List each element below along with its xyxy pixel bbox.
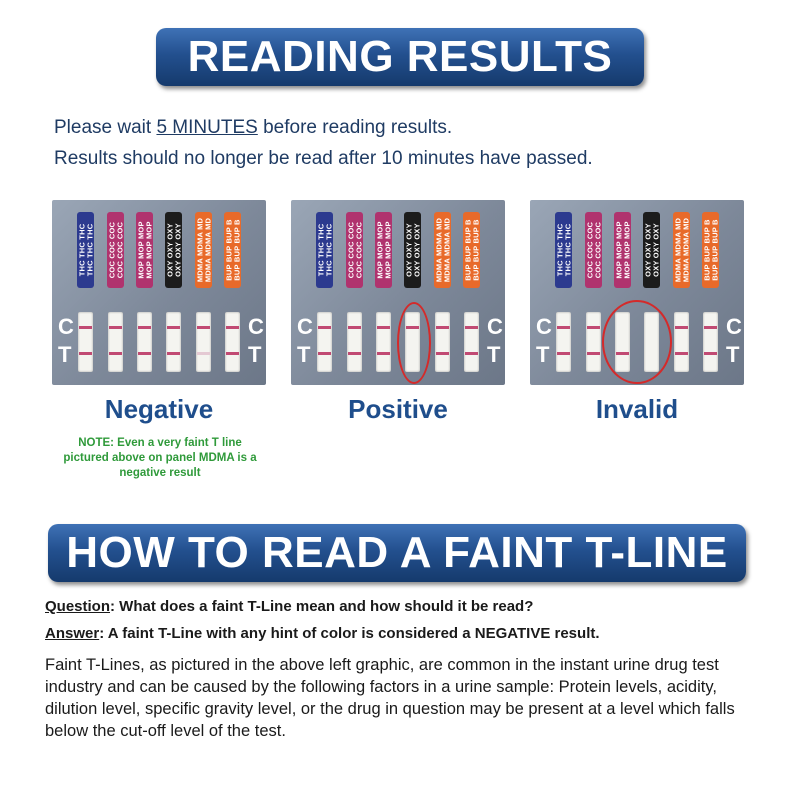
drug-label-strip (165, 212, 182, 288)
drug-label-strip (702, 212, 719, 288)
drug-label-text: BUP BUP BUP B (702, 219, 711, 281)
drug-label-text: OXY OXY OXY (412, 223, 421, 277)
drug-label-strip (404, 212, 421, 288)
control-line (109, 326, 122, 329)
drug-label-text: MDMA MDMA MD (442, 217, 451, 283)
result-label-invalid: Invalid (595, 394, 679, 424)
test-line (675, 352, 688, 355)
drug-label-strip (463, 212, 480, 288)
control-line (79, 326, 92, 329)
test-panel-positive (291, 200, 505, 385)
answer-key: Answer (45, 625, 100, 642)
control-line (318, 326, 331, 329)
result-window (674, 312, 689, 372)
test-line (436, 352, 449, 355)
drug-label-strip (136, 212, 153, 288)
test-line (318, 352, 331, 355)
drug-label-text: OXY OXY OXY (643, 223, 652, 277)
control-line (226, 326, 239, 329)
drug-label-strip (585, 212, 602, 288)
drug-label-text: OXY OXY OXY (651, 223, 660, 277)
test-panel-invalid (530, 200, 744, 385)
result-window (586, 312, 601, 372)
drug-label-strip (555, 212, 572, 288)
drug-label-strip (77, 212, 94, 288)
drug-label-text: THC THC THC (316, 223, 325, 277)
positive-highlight-circle (397, 302, 431, 384)
drug-label-text: THC THC THC (85, 223, 94, 277)
test-panel-negative (52, 200, 266, 385)
result-window (464, 312, 479, 372)
drug-label-text: BUP BUP BUP B (463, 219, 472, 281)
faint-line-note: NOTE: Even a very faint T line pictured above on panel MDMA is a negative result (63, 437, 257, 479)
result-window (435, 312, 450, 372)
control-marker-left: C (536, 314, 552, 339)
drug-label-text: COC COC COC (354, 221, 363, 279)
control-line (377, 326, 390, 329)
faint-line-explanation: Faint T-Lines, as pictured in the above left graphic, are common in the instant urine drug test industry and can be caused by the following factors in a urine sample: Protein levels, acidity, dilution level, specific gravity level, or the drug in question may be present at a level which falls below the cut-off level of the test. (45, 656, 735, 740)
control-line (465, 326, 478, 329)
drug-label-text: THC THC THC (563, 223, 572, 277)
control-line (704, 326, 717, 329)
test-line (138, 352, 151, 355)
drug-label-text: MDMA MDMA MD (203, 217, 212, 283)
control-line (348, 326, 361, 329)
drug-label-text: OXY OXY OXY (404, 223, 413, 277)
test-line (79, 352, 92, 355)
question-text: : What does a faint T-Line mean and how should it be read? (110, 598, 534, 615)
drug-label-text: THC THC THC (77, 223, 86, 277)
drug-label-text: OXY OXY OXY (173, 223, 182, 277)
invalid-highlight-circle (602, 300, 672, 384)
drug-label-text: COC COC COC (593, 221, 602, 279)
drug-label-text: MDMA MDMA MD (434, 217, 443, 283)
drug-label-text: OXY OXY OXY (165, 223, 174, 277)
drug-label-text: BUP BUP BUP B (224, 219, 233, 281)
intro-line-expiry: Results should no longer be read after 10 minutes have passed. (54, 148, 593, 169)
answer-line (45, 625, 600, 642)
question-line (45, 598, 533, 615)
drug-label-text: MDMA MDMA MD (673, 217, 682, 283)
test-line (109, 352, 122, 355)
drug-label-strip (224, 212, 241, 288)
test-line (377, 352, 390, 355)
drug-label-strip (346, 212, 363, 288)
control-line (587, 326, 600, 329)
result-window (556, 312, 571, 372)
drug-label-strip (195, 212, 212, 288)
test-marker-left: T (297, 342, 311, 367)
drug-label-text: COC COC COC (346, 221, 355, 279)
result-window (703, 312, 718, 372)
result-window (225, 312, 240, 372)
drug-label-text: MOP MOP MOP (614, 221, 623, 279)
reading-results-banner (156, 28, 644, 86)
drug-label-text: MOP MOP MOP (622, 221, 631, 279)
control-line (138, 326, 151, 329)
drug-label-text: BUP BUP BUP B (232, 219, 241, 281)
test-line (167, 352, 180, 355)
drug-label-text: BUP BUP BUP B (710, 219, 719, 281)
answer-text: : A faint T-Line with any hint of color is considered a NEGATIVE result. (99, 625, 600, 642)
drug-label-text: MOP MOP MOP (383, 221, 392, 279)
intro-wait-suffix: before reading results. (257, 117, 453, 138)
test-marker-right: T (726, 342, 740, 367)
drug-label-text: COC COC COC (115, 221, 124, 279)
test-marker-left: T (58, 342, 72, 367)
drug-label-text: THC THC THC (555, 223, 564, 277)
intro-wait-prefix: Please wait (54, 117, 157, 138)
control-line (167, 326, 180, 329)
result-window (196, 312, 211, 372)
drug-label-strip (614, 212, 631, 288)
drug-label-strip (434, 212, 451, 288)
drug-label-text: COC COC COC (107, 221, 116, 279)
intro-line-wait (54, 117, 452, 139)
control-line (197, 326, 210, 329)
intro-wait-emphasis: 5 MINUTES (156, 117, 258, 138)
faint-line-title: HOW TO READ A FAINT T-LINE (66, 528, 728, 577)
result-window (108, 312, 123, 372)
test-marker-right: T (248, 342, 262, 367)
result-label-positive: Positive (348, 394, 448, 424)
drug-label-text: THC THC THC (324, 223, 333, 277)
drug-label-text: MDMA MDMA MD (681, 217, 690, 283)
result-window (317, 312, 332, 372)
control-marker-left: C (58, 314, 74, 339)
control-marker-right: C (248, 314, 264, 339)
question-key: Question (45, 598, 111, 615)
test-line (587, 352, 600, 355)
result-window (78, 312, 93, 372)
drug-label-strip (375, 212, 392, 288)
drug-label-text: COC COC COC (585, 221, 594, 279)
control-marker-right: C (487, 314, 503, 339)
drug-label-strip (107, 212, 124, 288)
test-line (348, 352, 361, 355)
drug-label-text: MDMA MDMA MD (195, 217, 204, 283)
test-line (465, 352, 478, 355)
test-line (226, 352, 239, 355)
drug-label-text: MOP MOP MOP (144, 221, 153, 279)
control-line (557, 326, 570, 329)
test-marker-right: T (487, 342, 501, 367)
drug-label-text: MOP MOP MOP (136, 221, 145, 279)
test-line (704, 352, 717, 355)
test-marker-left: T (536, 342, 550, 367)
control-line (436, 326, 449, 329)
control-line (675, 326, 688, 329)
result-window (347, 312, 362, 372)
faint-line-banner (48, 524, 746, 582)
reading-results-title: READING RESULTS (187, 32, 613, 81)
control-marker-left: C (297, 314, 313, 339)
test-line (557, 352, 570, 355)
result-window (376, 312, 391, 372)
drug-label-text: BUP BUP BUP B (471, 219, 480, 281)
result-window (137, 312, 152, 372)
drug-label-text: MOP MOP MOP (375, 221, 384, 279)
drug-label-strip (673, 212, 690, 288)
faint-test-line (197, 352, 210, 355)
result-window (166, 312, 181, 372)
drug-label-strip (316, 212, 333, 288)
drug-label-strip (643, 212, 660, 288)
control-marker-right: C (726, 314, 742, 339)
result-label-negative: Negative (104, 394, 214, 424)
